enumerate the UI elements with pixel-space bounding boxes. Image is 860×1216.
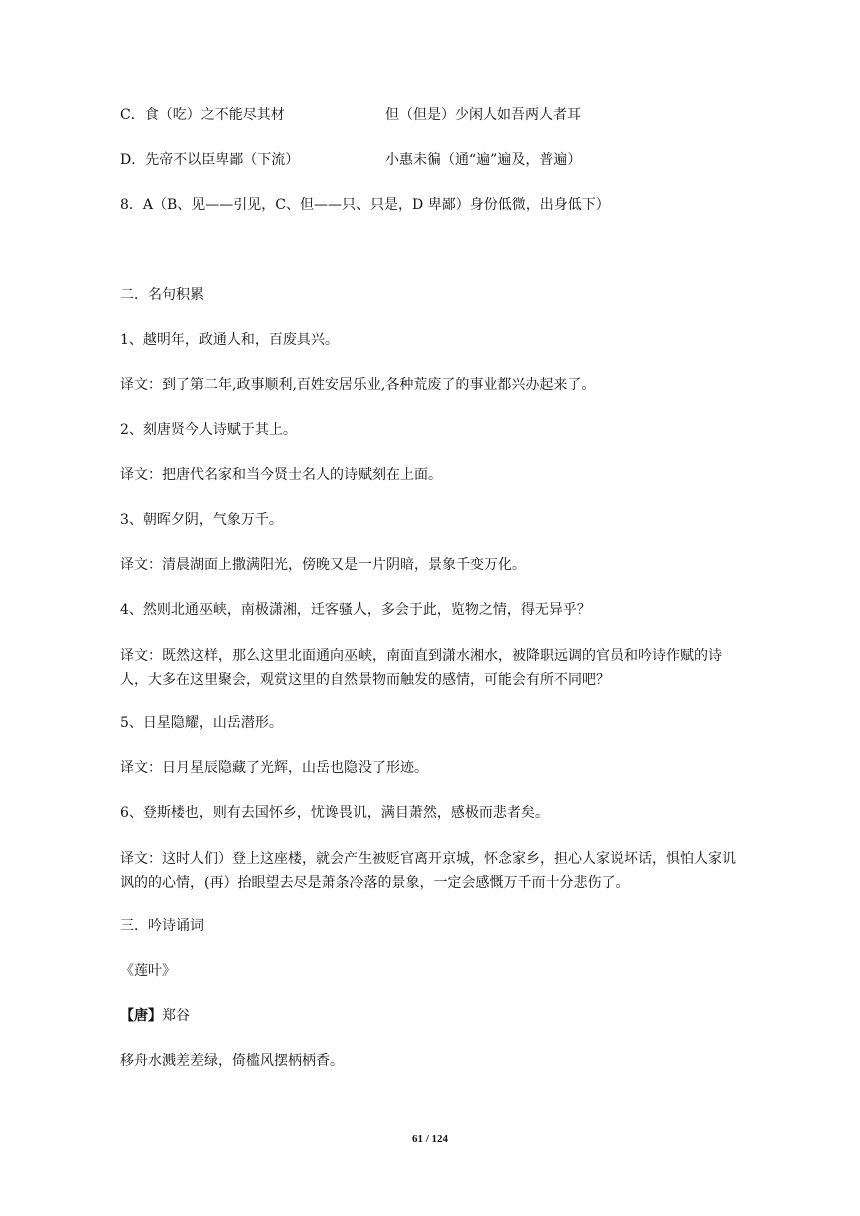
translation-1: 译文：到了第二年,政事顺利,百姓安居乐业,各种荒废了的事业都兴办起来了。 bbox=[120, 377, 596, 393]
quote-4: 4、然则北通巫峡，南极潇湘，迁客骚人，多会于此，览物之情，得无异乎？ bbox=[120, 602, 591, 618]
translation-6: 译文：这时人们）登上这座楼，就会产生被贬官离开京城，怀念家乡，担心人家说坏话，惧怕人家讥讽的的心情，(再）抬眼望去尽是萧条冷落的景象，一定会感慨万千而十分悲伤了。 bbox=[120, 851, 736, 891]
page-number: 61 / 124 bbox=[411, 1133, 449, 1145]
option-c-right: 但（但是）少闲人如吾两人者耳 bbox=[385, 107, 581, 123]
section-2-heading: 二．名句积累 bbox=[120, 287, 204, 303]
translation-5: 译文：日月星辰隐藏了光辉，山岳也隐没了形迹。 bbox=[120, 760, 428, 776]
option-c-row bbox=[120, 107, 581, 124]
section-3-heading: 三．吟诗诵词 bbox=[120, 918, 204, 934]
answer-8: 8．A（B、见——引见，C、但——只、只是，D 卑鄙）身份低微，出身低下） bbox=[120, 197, 610, 213]
option-d-row bbox=[120, 152, 582, 169]
translation-4: 译文：既然这样，那么这里北面通向巫峡，南面直到潇水湘水，被降职远调的官员和吟诗作赋的诗人，大多在这里聚会，观赏这里的自然景物而触发的感情，可能会有所不同吧？ bbox=[120, 648, 722, 688]
option-d-left: D．先帝不以臣卑鄙（下流） bbox=[120, 152, 300, 168]
quote-5: 5、日星隐耀，山岳潜形。 bbox=[120, 715, 283, 731]
poem-line-1: 移舟水溅差差绿，倚槛风摆柄柄香。 bbox=[120, 1053, 344, 1069]
poem-dynasty: 【唐】 bbox=[120, 1008, 162, 1024]
poem-title: 《莲叶》 bbox=[120, 963, 176, 979]
option-c-left: C．食（吃）之不能尽其材 bbox=[120, 107, 285, 123]
option-d-right: 小惠未徧（通“遍”遍及，普遍） bbox=[385, 152, 582, 168]
quote-1: 1、越明年，政通人和，百废具兴。 bbox=[120, 332, 339, 348]
poem-byline bbox=[120, 1008, 190, 1025]
quote-6: 6、登斯楼也，则有去国怀乡，忧谗畏讥，满目萧然，感极而悲者矣。 bbox=[120, 805, 549, 821]
quote-3: 3、朝晖夕阴，气象万千。 bbox=[120, 512, 283, 528]
translation-2: 译文：把唐代名家和当今贤士名人的诗赋刻在上面。 bbox=[120, 467, 442, 483]
quote-2: 2、刻唐贤今人诗赋于其上。 bbox=[120, 422, 297, 438]
poem-author: 郑谷 bbox=[162, 1008, 190, 1024]
translation-3: 译文：清晨湖面上撒满阳光，傍晚又是一片阴暗，景象千变万化。 bbox=[120, 557, 526, 573]
